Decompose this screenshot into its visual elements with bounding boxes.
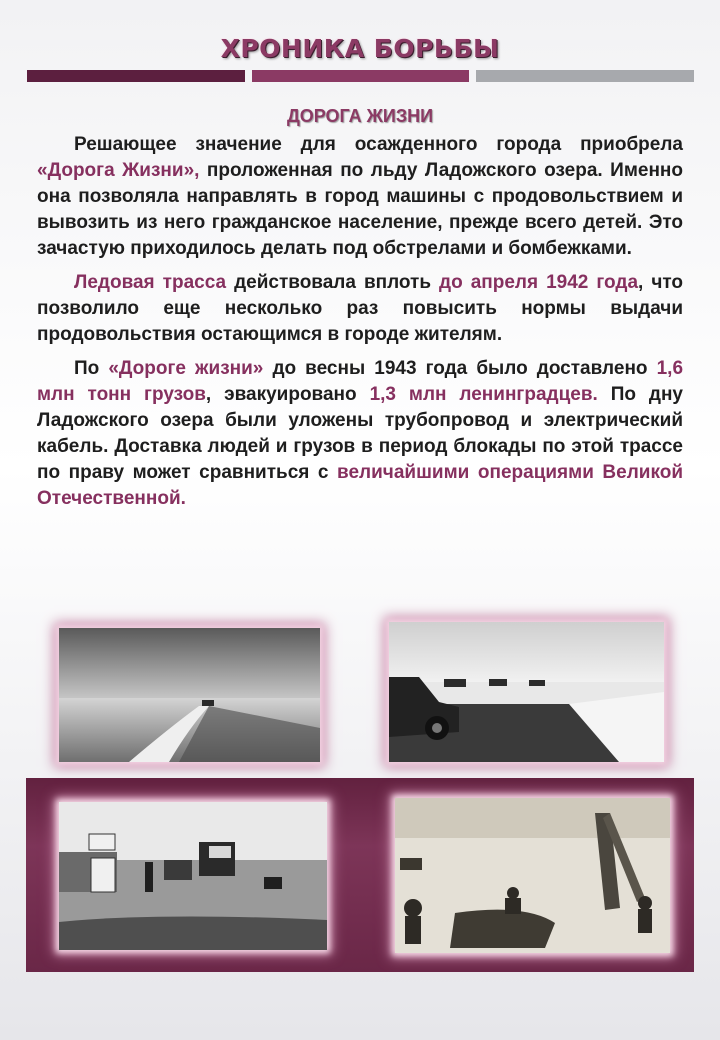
highlight-run: 1,3 млн ленинградцев.	[369, 384, 598, 405]
text-run: По дну Ладожского озера были уложены трубопровод и электрический кабель. Доставка людей и грузов в период блокады по этой трассе по праву может сравниться с	[37, 384, 683, 483]
section-subtitle: ДОРОГА ЖИЗНИ	[286, 106, 434, 126]
text-run: действовала вплоть	[226, 272, 440, 293]
paragraph-1	[37, 132, 683, 262]
paragraph-2	[37, 270, 683, 348]
text-run: , эвакуировано	[205, 384, 370, 405]
trucks-on-ice-photo	[389, 622, 664, 762]
title-bar-left	[27, 70, 245, 82]
text-run: , что позволило еще несколько раз повысить нормы выдачи продовольствия остающимся в городе жителям.	[37, 272, 684, 345]
highlight-run: «Дорога Жизни»,	[37, 160, 200, 181]
pipeline-laying-photo	[395, 798, 670, 953]
highlight-run: Ледовая трасса	[74, 272, 227, 293]
text-run: проложенная по льду Ладожского озера. Именно она позволяла направлять в город машины с продовольствием и вывозить из него гражданское население, прежде всего детей. Это зачастую приходилось делать под обстрелами и бомбежками.	[37, 160, 683, 259]
paragraph-3	[37, 356, 683, 512]
highlight-run: величайшими операциями Великой Отечественной.	[37, 462, 684, 509]
checkpoint-photo	[59, 802, 327, 950]
text-run: По	[74, 358, 109, 379]
article-text	[37, 132, 683, 520]
title-bar-right	[476, 70, 694, 82]
highlight-run: 1,6 млн тонн грузов	[37, 358, 684, 405]
text-run: Решающее значение для осажденного города приобрела	[74, 134, 683, 155]
text-run: до весны 1943 года было доставлено	[263, 358, 657, 379]
highlight-run: до апреля 1942 года	[439, 272, 639, 293]
title-bar-center	[252, 70, 469, 82]
ice-road-photo	[59, 628, 320, 762]
page-title: ХРОНИКА БОРЬБЫ	[220, 34, 500, 63]
highlight-run: «Дороге жизни»	[108, 358, 264, 379]
